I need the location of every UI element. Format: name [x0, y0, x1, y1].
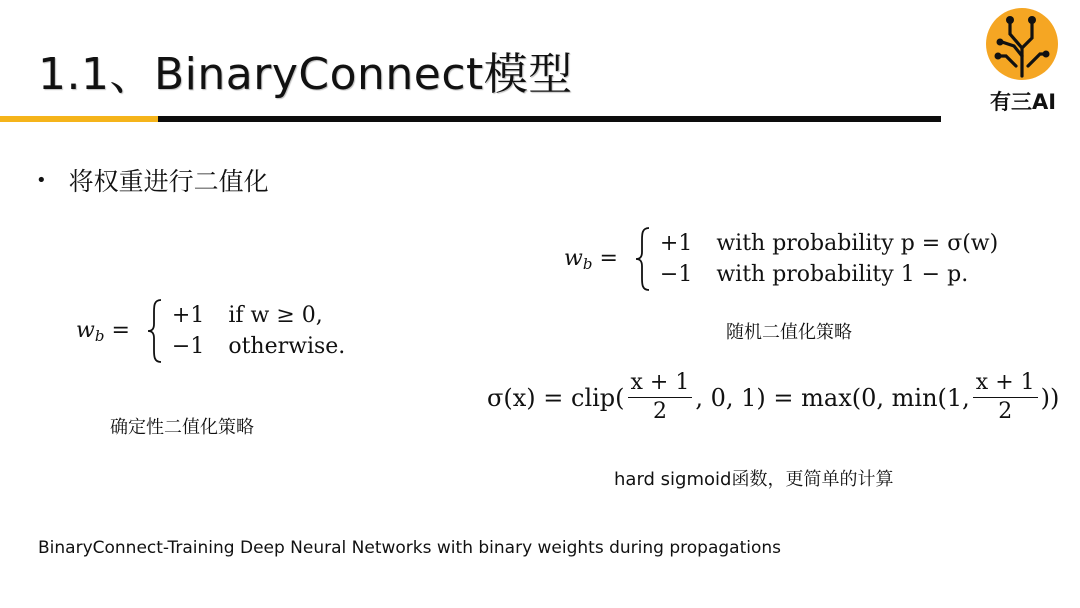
equation-lhs: $w_b$ = [76, 317, 130, 345]
equation-part: , 0, 1) = max(0, min(1, [695, 383, 970, 412]
fraction-numerator: x + 1 [973, 370, 1038, 398]
deterministic-equation [76, 298, 345, 364]
stochastic-caption: 随机二值化策略 [726, 322, 852, 343]
logo [980, 8, 1066, 112]
left-brace-icon [146, 298, 164, 364]
case-value: +1 [659, 230, 693, 256]
case-condition: if w ≥ 0, [228, 302, 323, 328]
hard-sigmoid-caption: hard sigmoid函数，更简单的计算 [614, 469, 894, 490]
paper-reference: BinaryConnect-Training Deep Neural Networks with binary weights during propagations [38, 538, 782, 558]
equation-part: σ(x) = clip( [487, 383, 625, 412]
fraction-numerator: x + 1 [628, 370, 693, 398]
case-value: +1 [171, 302, 205, 328]
cases-table [172, 302, 345, 361]
logo-text: 有三AI [989, 90, 1057, 114]
stochastic-equation [564, 226, 998, 292]
equation-part: )) [1040, 383, 1060, 412]
fraction [628, 370, 693, 425]
slide-title: 1.1、BinaryConnect模型 [38, 49, 573, 100]
title-rule [158, 116, 941, 122]
fraction [973, 370, 1038, 425]
case-condition: otherwise. [228, 333, 346, 359]
fraction-denominator: 2 [998, 399, 1013, 424]
case-value: −1 [659, 261, 693, 287]
hard-sigmoid-equation [487, 370, 1059, 425]
fraction-denominator: 2 [652, 399, 667, 424]
case-value: −1 [171, 333, 205, 359]
circuit-brain-logo-icon [986, 8, 1058, 80]
equation-lhs: $w_b$ = [564, 245, 618, 273]
left-brace-icon [634, 226, 652, 292]
case-condition: with probability p = σ(w) [716, 230, 999, 256]
bullet-item [36, 162, 269, 198]
bullet-text: 将权重进行二值化 [68, 167, 269, 196]
title-rule-accent [0, 116, 158, 122]
cases-table [660, 230, 998, 289]
case-condition: with probability 1 − p. [716, 261, 969, 287]
deterministic-caption: 确定性二值化策略 [110, 417, 254, 438]
bullet-dot-icon: • [36, 169, 47, 191]
